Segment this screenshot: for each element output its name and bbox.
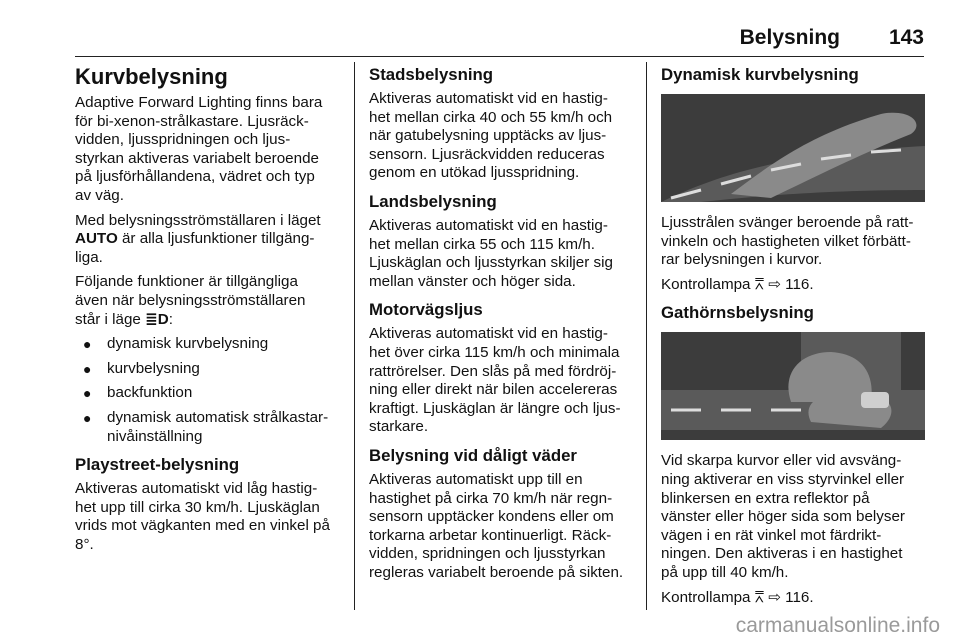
page-number: 143 <box>888 26 924 49</box>
list-item: ● kurvbelysning <box>83 359 200 377</box>
list-item: ● dynamisk automatisk strålkastar- nivåinställning <box>83 408 329 445</box>
paragraph-playstreet: Aktiveras automatiskt vid låg hastig- het upp till cirka 30 km/h. Ljuskäglan vrids mot vägkanten med en vinkel på 8°. <box>75 480 330 553</box>
page-reference-arrow-icon: ⇨ <box>768 275 781 293</box>
paragraph-auto-pre: Med belysningsströmställaren i läget <box>75 211 321 229</box>
page-reference-arrow-icon: ⇨ <box>768 588 781 606</box>
page-header <box>0 0 960 58</box>
paragraph-stadsbelysning: Aktiveras automatiskt vid en hastig- het mellan cirka 40 och 55 km/h och när gatubelysning upptäcks av ljus- sensorn. Ljusräckvidden reduceras genom en utökad ljusspridning. <box>369 90 613 182</box>
warning-lamp-icon: ⩞ <box>754 275 764 293</box>
heading-playstreet: Playstreet-belysning <box>75 455 240 475</box>
heading-daligt-vader: Belysning vid dåligt väder <box>369 445 577 465</box>
warning-lamp-reference-1: Kontrollampa ⩞ ⇨ 116. <box>661 275 814 293</box>
column-divider-1 <box>354 62 355 610</box>
paragraph-intro: Adaptive Forward Lighting finns bara för bi-xenon-strålkastare. Ljusräck- vidden, ljusspridningen och ljus- styrkan aktiveras variabelt beroende på ljusförhållandena, vädret och typ av väg. <box>75 94 323 204</box>
headlight-switch-icon: ≣D <box>145 310 169 328</box>
paragraph-dynamisk-kurvbelysning: Ljusstrålen svänger beroende på ratt- vinkeln och hastigheten vilket förbätt- rar belysningen i kurvor. <box>661 214 914 269</box>
warning-lamp-icon: ⩞ <box>754 588 764 606</box>
cornering-light-illustration <box>661 332 925 440</box>
heading-gathornsbelysning: Gathörnsbelysning <box>661 303 814 323</box>
watermark: carmanualsonline.info <box>735 614 940 637</box>
paragraph-landsbelysning: Aktiveras automatiskt vid en hastig- het mellan cirka 55 och 115 km/h. Ljuskäglan och ljusstyrkan skiljer sig mellan vänster och höger sida. <box>369 216 613 290</box>
function-list <box>75 335 341 446</box>
heading-motorvagsljus: Motorvägsljus <box>369 300 483 320</box>
list-item: ● backfunktion <box>83 384 193 402</box>
heading-landsbelysning: Landsbelysning <box>369 191 497 211</box>
heading-dynamisk-kurvbelysning: Dynamisk kurvbelysning <box>661 65 859 84</box>
heading-kurvbelysning: Kurvbelysning <box>75 64 228 89</box>
paragraph-functions <box>75 273 341 329</box>
paragraph-auto <box>75 212 341 268</box>
auto-label: AUTO <box>75 230 118 248</box>
column-1 <box>75 62 341 560</box>
header-rule <box>75 56 924 57</box>
paragraph-motorvagsljus: Aktiveras automatiskt vid en hastig- het över cirka 115 km/h och minimala rattrörelser. Den slås på med fördröj- ning eller direkt när bilen accelereras kraftigt. Ljuskäglan är längre och ljus- starkare. <box>369 325 621 436</box>
curve-lighting-illustration <box>661 94 925 202</box>
bullet-icon: ● <box>83 360 92 377</box>
warning-lamp-reference-2: Kontrollampa ⩞ ⇨ 116. <box>661 588 814 606</box>
bullet-icon: ● <box>83 385 92 402</box>
bullet-icon: ● <box>83 336 92 353</box>
column-3 <box>661 62 925 613</box>
paragraph-daligt-vader: Aktiveras automatiskt upp till en hastighet på cirka 70 km/h när regn- sensorn upptäcker kondens eller om torkarna arbetar kontinuerligt. Räck- vidden, spridningen och ljusstyrkan regleras variabelt beroende på sikten. <box>369 470 624 581</box>
paragraph-functions-text: Följande funktioner är tillgängliga även när belysningsströmställaren står i läge <box>75 273 306 328</box>
paragraph-auto-post: är alla ljusfunktioner tillgäng- liga. <box>75 230 315 266</box>
column-divider-2 <box>646 62 647 610</box>
paragraph-functions-end: : <box>168 310 174 328</box>
heading-stadsbelysning: Stadsbelysning <box>369 65 494 84</box>
paragraph-gathornsbelysning: Vid skarpa kurvor eller vid avsväng- ning aktiverar en viss styrvinkel eller blinkersen en extra reflektor på vänster eller höger sida som belyser vägen i en rät vinkel mot färdrikt- ningen. Den aktiveras i en hastighet på upp till 40 km/h. <box>661 452 905 581</box>
page-title: Belysning <box>739 26 840 49</box>
column-2 <box>369 62 631 588</box>
bullet-icon: ● <box>83 409 92 426</box>
list-item: ● dynamisk kurvbelysning <box>83 335 269 353</box>
